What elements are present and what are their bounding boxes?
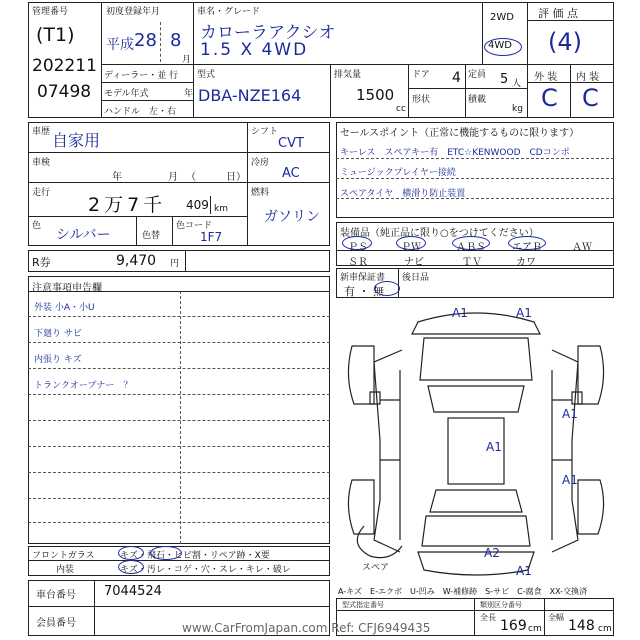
equip-leather: カワ [516,257,536,268]
circle-scratch [118,546,144,560]
recycle-label: R券 [32,256,51,269]
divider [28,316,330,317]
equip-airbag: エアＢ [512,242,542,253]
equip-abs: ＡＢＳ [456,242,486,253]
exterior-grade: C [541,84,558,112]
divider [330,64,331,118]
shift: CVT [278,136,304,151]
damage-mark-rear: A2 [484,546,500,560]
grade: 1.5 X 4WD [200,40,309,60]
note-line: トランクオープナー ？ [34,381,133,391]
divider [544,598,545,636]
damage-mark-right-door-front: A1 [562,407,578,421]
divider [336,158,614,159]
divider [172,216,173,246]
length-unit: cm [528,624,542,634]
divider [28,522,330,523]
divider [193,2,194,118]
circle-pw [396,236,426,250]
damage-mark-right-door-rear: A1 [562,473,578,487]
cc-unit: cc [396,104,406,114]
notes-title: 注意事項申告欄 [32,283,102,294]
circle-chip [150,546,182,560]
model-year-unit: 年 [184,89,194,99]
shift-label: シフト [251,127,279,137]
interior-options: キズ・汚レ・コゲ・穴・スレ・キレ・破レ [120,565,291,575]
divider [28,342,330,343]
equip-ps: ＰＳ [348,242,368,253]
length-value: 169 [500,618,527,634]
divider [28,498,330,499]
equipment-title: 装備品（純正品に限り○をつけてください） [340,228,539,239]
model-num-label: 型式指定番号 [342,601,384,609]
chassis-label: 車台番号 [36,590,76,601]
windshield-options: キズ・飛石・ヒビ割・リペア跡・X要 [120,551,270,561]
drive-4wd: 4WD [488,40,512,51]
windshield-label: フロントガラス [32,551,95,561]
divider [210,196,211,214]
handle-label: ハンドル 左・右 [104,107,177,117]
warranty-new-label: 新車保証書 [340,273,386,283]
divider [101,100,193,101]
mileage-unit: km [214,204,228,214]
note-line: 下廻り サビ [34,329,82,339]
usage: 自家用 [52,131,101,150]
length-label: 全長 [480,613,496,622]
divider [185,250,186,272]
divider [94,580,95,636]
car-name: カローラアクシオ [200,23,336,43]
usage-label: 車歴 [32,127,51,137]
recycle-unit: 円 [170,259,180,269]
width-label: 全幅 [548,613,564,622]
model-code: DBA-NZE164 [198,86,302,105]
model-code-label: 型式 [197,70,216,80]
shape-label: 形状 [412,95,431,105]
divider [247,152,330,153]
mileage-label: 走行 [32,188,51,198]
damage-mark-roof: A1 [486,440,502,454]
selling-point-line: スペアタイヤ 横滑り防止装置 [340,189,466,199]
color-code: 1F7 [200,230,223,244]
exterior-label: 外 装 [534,72,558,83]
inspection-label: 車検 [32,158,51,168]
damage-legend: A-キズ E-エクボ U-凹み W-補修跡 S-サビ C-腐食 XX-交換済 [338,587,588,596]
displacement: 1500 [356,86,395,104]
mgmt-num2: 07498 [37,82,92,102]
damage-mark-rear-right: A1 [516,564,532,578]
divider [160,22,161,62]
load-label: 積載 [468,95,487,105]
interior-label: 内 装 [576,72,600,83]
member-label: 会員番号 [36,618,76,629]
ac-label: 冷房 [251,158,270,168]
capacity-unit: 人 [512,79,522,89]
divider [136,216,137,246]
equip-pw: ＰＷ [401,242,421,253]
inspection-month-unit: 月 [168,172,178,183]
warranty-value: 有 ・ 無 [344,285,384,298]
mileage-sub: 409 [186,198,209,212]
recycle-amount: 9,470 [116,253,157,269]
divider [28,472,330,473]
mgmt-num1: 202211 [32,56,97,76]
circle-none [374,281,400,296]
color-code-label: 色コード [176,221,213,231]
dealer-label: ディーラー・並 行 [104,71,179,81]
spare-label: スペア [362,563,390,573]
drive-2wd: 2WD [490,12,514,23]
circle-interior-scratch [118,560,144,574]
divider [408,64,409,118]
equip-navi: ナビ [404,257,424,268]
divider [101,82,193,83]
first-reg-label: 初度登録年月 [106,7,161,17]
width-value: 148 [568,618,595,634]
displacement-label: 排気量 [334,70,362,80]
divider [247,122,248,246]
reg-month: 8 [170,30,182,51]
fuel: ガソリン [264,209,320,225]
inspection-year-unit: 年 [112,172,122,183]
fuel-label: 燃料 [251,188,270,198]
mileage-main: 2万7千 [88,194,167,216]
equip-tv: ＴＶ [462,257,482,268]
divider [336,178,614,179]
ac: AC [282,166,300,181]
interior-label: 内装 [56,565,75,575]
capacity-label: 定員 [468,70,487,80]
equip-sr: ＳＲ [348,257,368,268]
selling-point-line: ミュージックプレイヤー接続 [340,168,456,178]
divider [28,420,330,421]
model-year-label: モデル年式 [104,89,149,99]
divider [408,88,527,89]
mgmt-code: (T1) [36,24,75,46]
car-name-label: 車名・グレード [197,7,261,17]
damage-mark-front-right: A1 [516,306,532,320]
divider [28,606,330,607]
warranty-after-label: 後日品 [402,273,430,283]
circle-ps [342,236,372,250]
chassis-number: 7044524 [104,584,162,599]
capacity: 5 [500,72,509,87]
selling-points-title: セールスポイント（正常に機能するものに限ります） [340,128,580,139]
divider [28,446,330,447]
interior-grade: C [582,84,599,112]
divider [28,291,330,292]
damage-mark-front-left: A1 [452,306,468,320]
color: シルバー [56,227,111,243]
color-label: 色 [32,221,42,231]
divider [28,368,330,369]
type-num-label: 類別区分番号 [480,601,522,609]
door-label: ドア [412,70,430,80]
divider [336,610,614,611]
watermark: www.CarFromJapan.com Ref: CFJ6949435 [182,621,431,635]
kg-unit: kg [512,104,523,114]
inspection-day: （ 日） [186,172,246,183]
divider [482,2,483,64]
note-line: 外装 小A・小U [34,303,95,313]
car-damage-diagram [340,300,612,582]
divider [570,64,571,118]
divider [101,64,527,65]
month-unit: 月 [182,55,192,65]
note-line: 内張り キズ [34,355,82,365]
grade-label: 評 価 点 [538,7,578,20]
reg-year: 28 [134,30,157,51]
circle-airbag [508,236,546,250]
divider [474,598,475,636]
width-unit: cm [598,624,612,634]
divider [28,394,330,395]
mgmt-label: 管理番号 [32,7,69,17]
overall-score: (4) [548,28,582,56]
divider [465,64,466,118]
divider [398,268,399,298]
divider [28,152,247,153]
selling-point-line: キーレス スペアキー有 ETC☆KENWOOD CDコンポ [340,148,570,158]
color-change-label: 色替 [142,231,161,241]
doors: 4 [452,70,461,86]
divider [247,182,330,183]
divider [180,291,181,544]
circle-abs [452,236,490,250]
era: 平成 [106,37,134,53]
equip-aw: ＡＷ [572,242,592,253]
